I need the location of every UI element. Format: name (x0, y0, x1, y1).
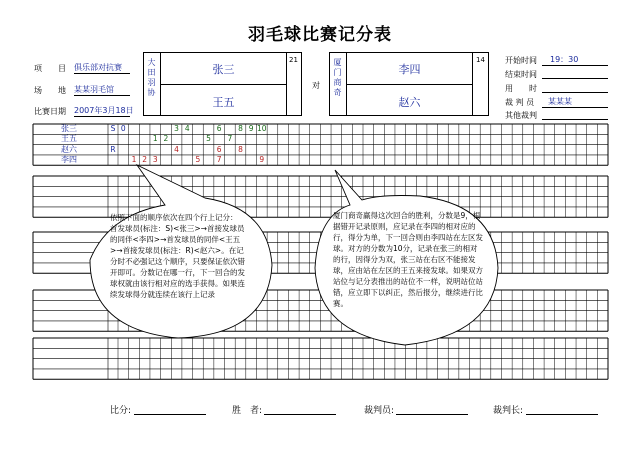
referee-label: 裁 判 员 (505, 98, 535, 107)
footer-chief-label: 裁判长: (493, 406, 524, 416)
footer-score-label: 比分: (110, 406, 132, 416)
date-value: 2007年3月18日 (74, 106, 134, 115)
score-mark: 7 (227, 134, 233, 144)
team-right-player2: 赵六 (398, 96, 421, 109)
score-mark: 9 (248, 124, 254, 133)
score-mark: 1 (131, 154, 137, 164)
footer-referee-label: 裁判员: (364, 406, 395, 416)
team-left-player2: 王五 (212, 96, 235, 109)
score-mark: 4 (174, 144, 179, 154)
score-mark: 2 (142, 154, 147, 164)
score-mark: 8 (238, 124, 243, 133)
team-left-player1: 张三 (212, 63, 235, 76)
score-mark: 3 (152, 154, 158, 164)
duration-label: 用 时 (505, 84, 537, 93)
score-mark: 4 (184, 124, 190, 133)
score-mark: 8 (238, 144, 243, 154)
other-referee-label: 其他裁判 (505, 111, 537, 120)
page-title: 羽毛球比赛记分表 (248, 25, 392, 45)
team-left-name: 大田羽协 (147, 58, 156, 98)
score-mark: 1 (152, 134, 158, 144)
score-mark: 0 (120, 124, 126, 133)
team-right-score: 14 (476, 56, 485, 64)
footer-winner-label: 胜 者: (232, 406, 263, 416)
score-mark: 5 (206, 134, 211, 144)
score-mark: 5 (195, 154, 201, 164)
score-row-flag: R (110, 144, 116, 154)
score-mark: 3 (174, 124, 179, 133)
date-label: 比赛日期 (34, 107, 66, 116)
team-left-score: 21 (289, 56, 298, 64)
venue-label: 场 地 (34, 86, 66, 95)
start-time-label: 开始时间 (505, 56, 537, 65)
score-mark: 6 (216, 124, 222, 133)
score-mark: 7 (216, 154, 222, 164)
score-row-name: 张三 (61, 124, 77, 133)
bubble-left-text: 依照下面的顺序依次在四个行上记分： 首发球员(标注：S)<张三>→首接发球员的同伴<李四>→首发球员的同伴<王五>→首接发球员(标注：R)<赵六>。在记分时不必强记这个顺序，只要保证依次错开即可。分数记在哪一行，下一回合的发球权就由该行相对应的选手获得。如果连续发球得分就连续在该行上记录 (110, 213, 249, 299)
score-row-flag: S (110, 124, 116, 133)
vs-label: 对 (312, 81, 320, 90)
score-mark: 6 (216, 144, 222, 154)
score-mark: 9 (259, 154, 265, 164)
score-row-name: 李四 (61, 154, 77, 164)
end-time-label: 结束时间 (505, 70, 537, 79)
score-mark: 2 (163, 134, 169, 144)
referee-value: 某某某 (542, 96, 608, 108)
venue-value: 某某羽毛馆 (74, 84, 130, 96)
score-mark: 10 (257, 124, 267, 133)
score-row-name: 赵六 (61, 144, 77, 154)
bubble-right-text: 厦门商奇赢得这次回合的胜利，分数是9，根据错开记录原则，应记录在李四的相对应的行，得分为单，下一回合则由李四站在左区发球。对方的分数为10分，记录在张三的相对的行，因得分为双，张三站在右区不能接发球，应由站在左区的王五来接发球。如果双方站位与记分表推出的站位不一样，说明站位站错，应立即下以纠正，然后报分，继续进行比赛。 (333, 211, 483, 308)
team-right-name: 厦门商奇 (333, 58, 342, 98)
start-time-value: 19：30 (542, 54, 608, 66)
project-label: 项 目 (34, 64, 66, 73)
team-right-player1: 李四 (398, 63, 421, 76)
project-value: 俱乐部对抗赛 (74, 62, 130, 74)
score-row-name: 王五 (61, 134, 77, 144)
